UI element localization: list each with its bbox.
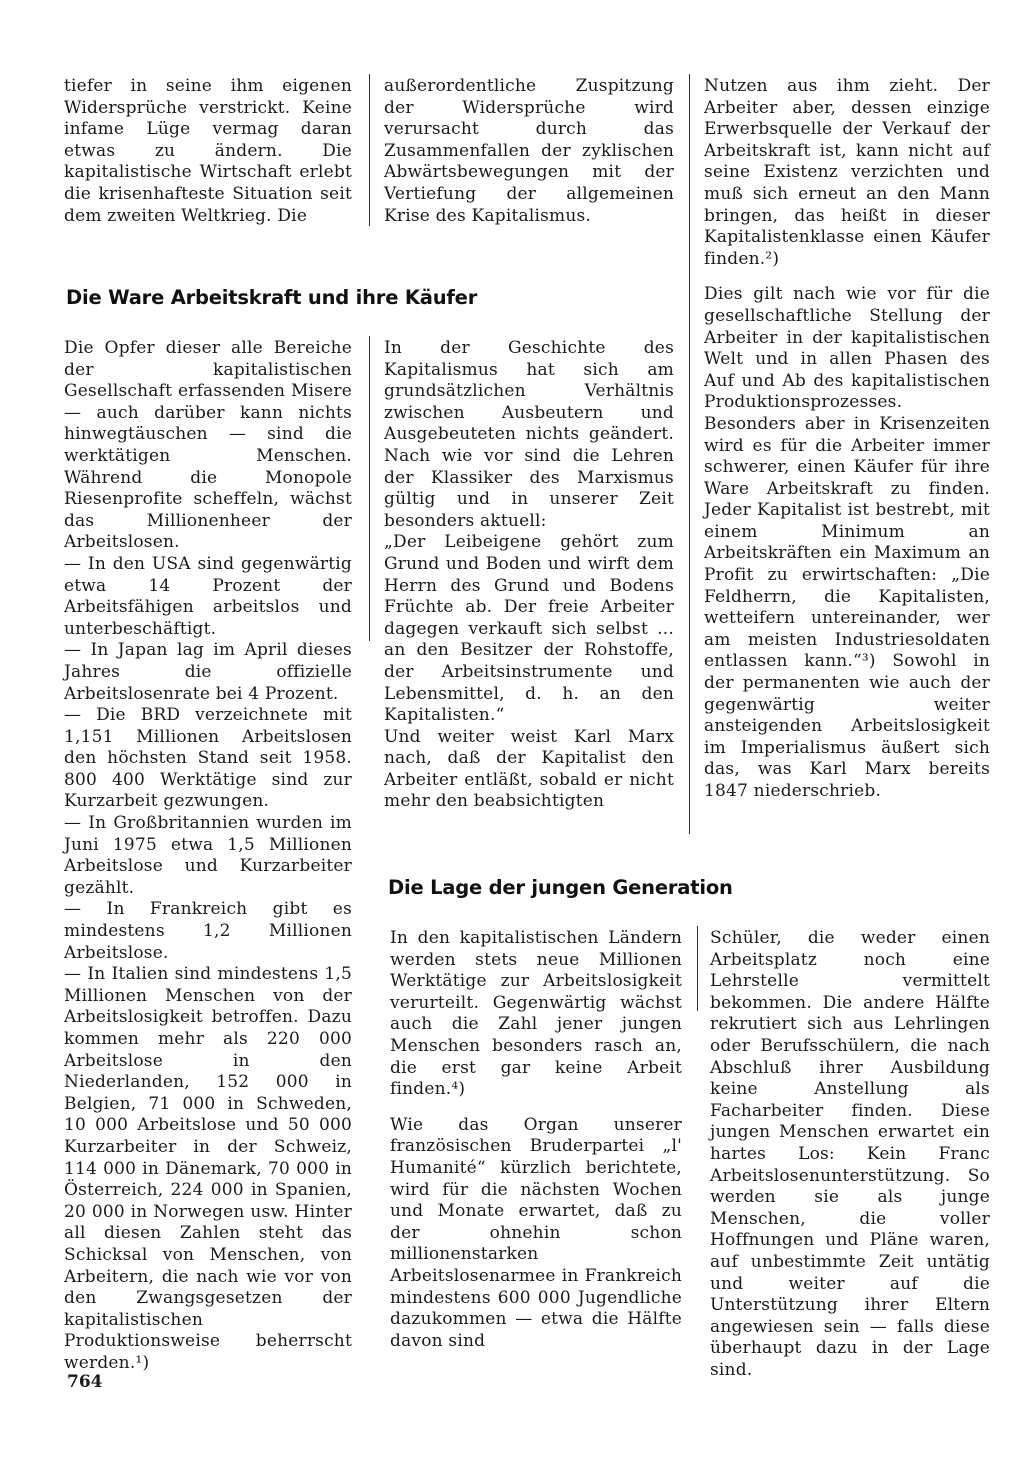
section2-col1	[390, 928, 682, 1352]
section1-paragraph: In der Geschichte des Kapitalismus hat sich am grundsätzlichen Verhältnis zwischen Ausbeutern und Ausgebeuteten nichts geändert. Nach wie vor sind die Lehren der Klassiker des Marxismus gültig und in unserer Zeit besonders aktuell:	[384, 338, 674, 531]
section1-list-item: — In den USA sind gegenwärtig etwa 14 Prozent der Arbeitsfähigen arbeitslos und unterbeschäftigt.	[64, 553, 352, 639]
column-rule	[697, 926, 698, 1011]
column-rule	[369, 336, 370, 641]
section1-list-item: — In Japan lag im April dieses Jahres die offizielle Arbeitslosenrate bei 4 Prozent.	[64, 640, 352, 704]
top-col3-paragraph: Nutzen aus ihm zieht. Der Arbeiter aber, dessen einzige Erwerbsquelle der Verkauf der Arbeitskraft ist, kann nicht auf seine Existenz verzichten und muß sich erneut an den Mann bringen, das heißt in dieser Kapitalistenklasse einen Käufer finden.²)	[704, 76, 990, 269]
section1-list-item: — In Frankreich gibt es mindestens 1,2 Millionen Arbeitslose.	[64, 899, 352, 963]
top-col1-text: tiefer in seine ihm eigenen Widersprüche verstrickt. Keine infame Lüge vermag daran etwas zu ändern. Die kapitalistische Wirtschaft erlebt die krisenhafteste Situation seit dem zweiten Weltkrieg. Die	[64, 76, 352, 226]
section2-col2	[710, 928, 990, 1381]
top-col3	[704, 76, 990, 803]
top-col3-paragraph: Dies gilt nach wie vor für die gesellschaftliche Stellung der Arbeiter in der kapitalistischen Welt und in allen Phasen des Auf und Ab des kapitalistischen Produktionsprozesses. Besonders aber in Krisenzeiten wird es für die Arbeiter immer schwerer, einen Käufer für ihre Ware Arbeitskraft zu finden. Jeder Kapitalist ist bestrebt, mit einem Minimum an Arbeitskräften ein Maximum an Profit zu erwirtschaften: „Die Feldherrn, die Kapitalisten, wetteifern untereinander, wer am meisten Industriesoldaten entlassen kann.“³) Sowohl in der permanenten wie auch der gegenwärtig weiter ansteigenden Arbeitslosigkeit im Imperialismus äußert sich das, was Karl Marx bereits 1847 niederschrieb.	[704, 284, 990, 801]
section1-col1	[64, 338, 352, 1375]
section1-paragraph: Und weiter weist Karl Marx nach, daß der Kapitalist den Arbeiter entläßt, sobald er nicht mehr den beabsichtigten	[384, 726, 674, 812]
section1-paragraph: Die Opfer dieser alle Bereiche der kapitalistischen Gesellschaft erfassenden Misere — auch darüber kann nichts hinwegtäuschen — sind die werktätigen Menschen. Während die Monopole Riesenprofite scheffeln, wächst das Millionenheer der Arbeitslosen.	[64, 338, 352, 553]
page-number: 764	[67, 1372, 103, 1392]
column-rule	[689, 74, 690, 834]
section1-list-item: — In Italien sind mindestens 1,5 Millionen Menschen von der Arbeitslosigkeit betroffen. Dazu kommen mehr als 220 000 Arbeitslose in den Niederlanden, 152 000 in Belgien, 71 000 in Schweden, 10 000 Arbeitslose und 50 000 Kurzarbeiter in der Schweiz, 114 000 in Dänemark, 70 000 in Österreich, 224 000 in Spanien, 20 000 in Norwegen usw. Hinter all diesen Zahlen steht das Schicksal von Menschen, von Arbeitern, die nach wie vor von den Zwangsgesetzen der kapitalistischen Produktionsweise beherrscht werden.¹)	[64, 964, 352, 1373]
top-col2-text: außerordentliche Zuspitzung der Widersprüche wird verursacht durch das Zusammenfallen der zyklischen Abwärtsbewegungen mit der Vertiefung der allgemeinen Krise des Kapitalismus.	[384, 76, 674, 226]
section2-paragraph: Wie das Organ unserer französischen Bruderpartei „l' Humanité“ kürzlich berichtete, wird für die nächsten Wochen und Monate erwartet, daß zu der ohnehin schon millionenstarken Arbeitslosenarmee in Frankreich mindestens 600 000 Jugendliche dazukommen — etwa die Hälfte davon sind	[390, 1114, 682, 1351]
section-heading: Die Ware Arbeitskraft und ihre Käufer	[66, 286, 478, 309]
marx-quote: „Der Leibeigene gehört zum Grund und Boden und wirft dem Herrn des Grund und Bodens Früchte ab. Der freie Arbeiter dagegen verkauft sich selbst ... an den Besitzer der Rohstoffe, der Arbeitsinstrumente und Lebensmittel, d. h. an den Kapitalisten.“	[384, 532, 674, 726]
section2-paragraph: Schüler, die weder einen Arbeitsplatz noch eine Lehrstelle vermittelt bekommen. Die andere Hälfte rekrutiert sich aus Lehrlingen oder Berufsschülern, die nach Abschluß ihrer Ausbildung keine Anstellung als Facharbeiter finden. Diese jungen Menschen erwartet ein hartes Los: Kein Franc Arbeitslosenunterstützung. So werden sie als junge Menschen, die voller Hoffnungen und Pläne waren, auf unbestimmte Zeit untätig und weiter auf die Unterstützung ihrer Eltern angewiesen sein — falls diese überhaupt dazu in der Lage sind.	[710, 928, 990, 1380]
top-col2	[384, 76, 674, 227]
section1-list-item: — Die BRD verzeichnete mit 1,151 Millionen Arbeitslosen den höchsten Stand seit 1958. 800 400 Werktätige sind zur Kurzarbeit gezwungen.	[64, 705, 352, 812]
section1-col2	[384, 338, 674, 813]
column-rule	[369, 74, 370, 226]
section2-paragraph: In den kapitalistischen Ländern werden stets neue Millionen Werktätige zur Arbeitslosigkeit verurteilt. Gegenwärtig wächst auch die Zahl jener jungen Menschen besonders rasch an, die erst gar keine Arbeit finden.⁴)	[390, 928, 682, 1100]
top-col1	[64, 76, 352, 227]
section-heading: Die Lage der jungen Generation	[388, 876, 733, 899]
section1-list-item: — In Großbritannien wurden im Juni 1975 etwa 1,5 Millionen Arbeitslose und Kurzarbeiter gezählt.	[64, 813, 352, 898]
